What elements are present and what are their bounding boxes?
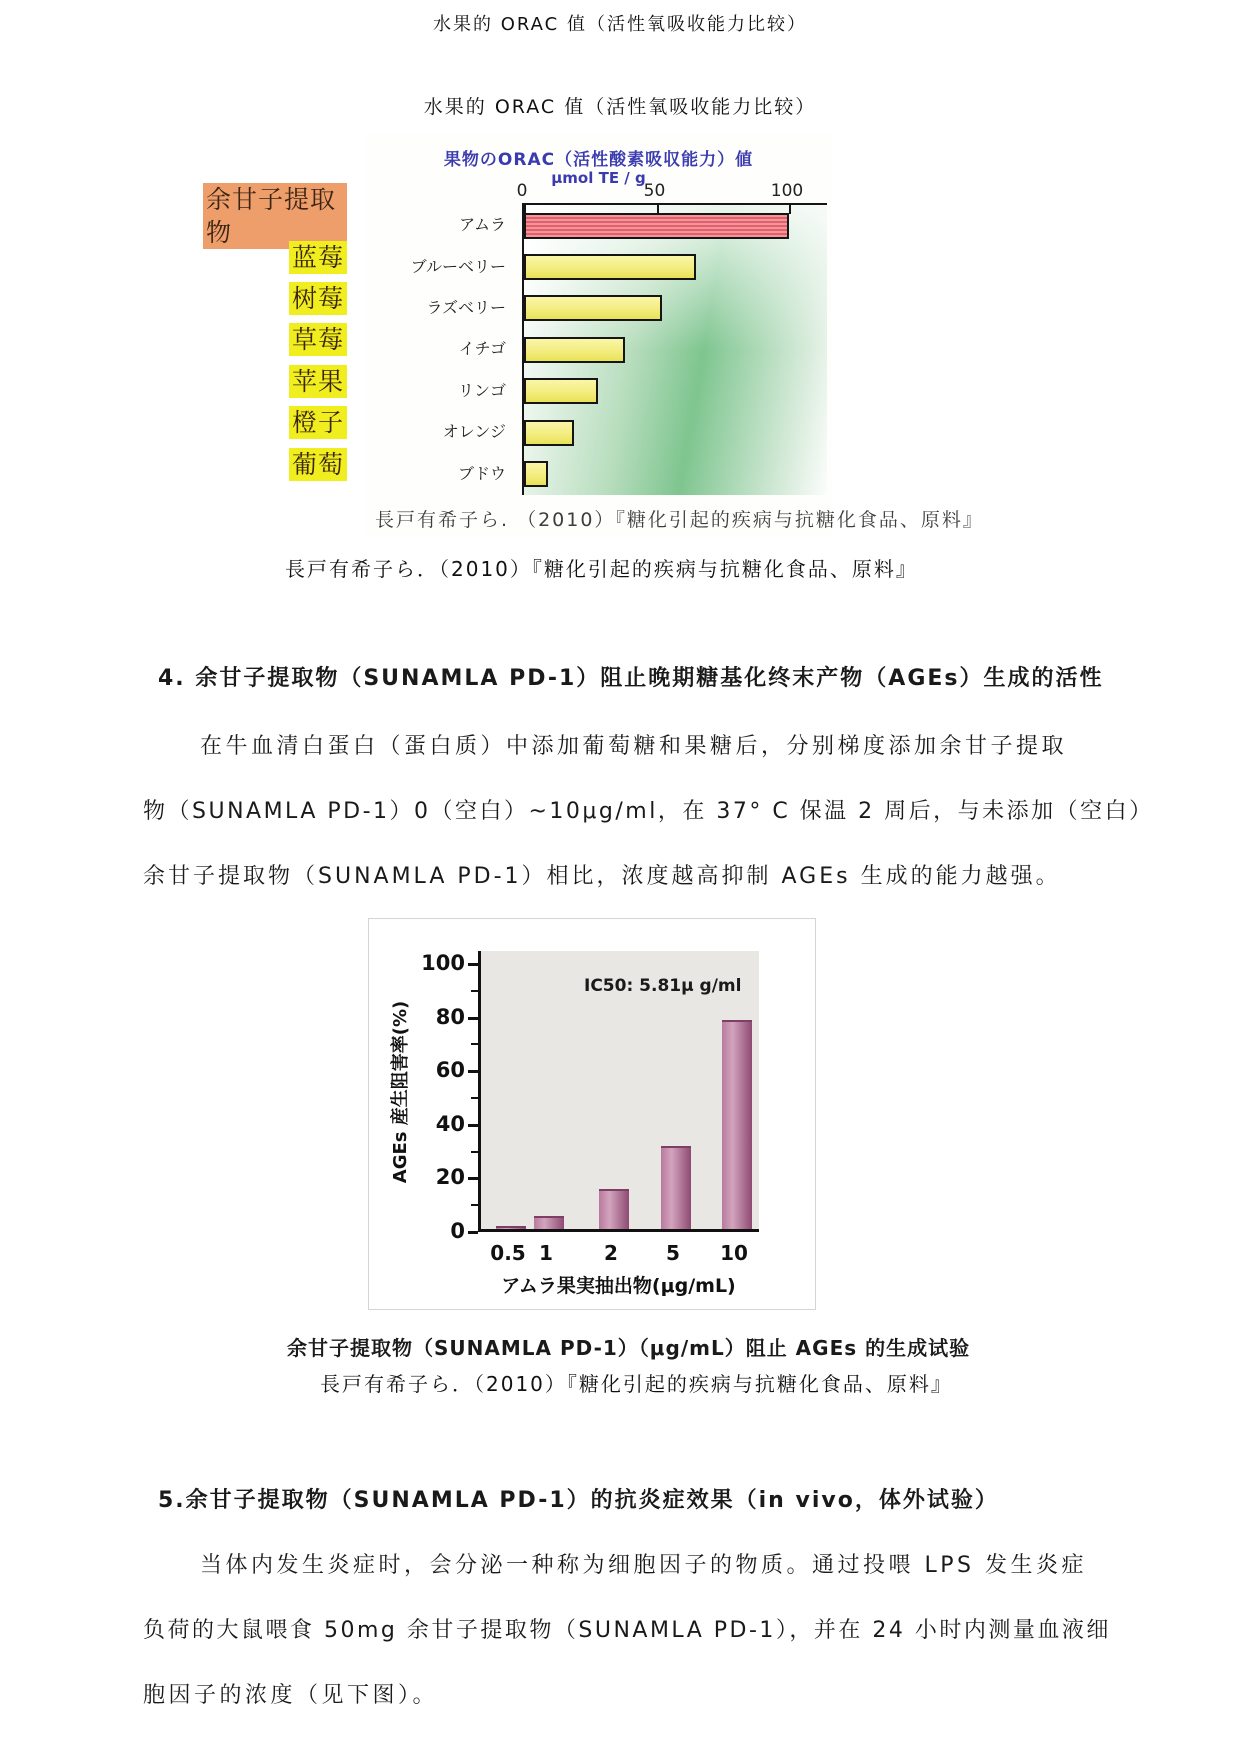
fruit-name-row <box>203 361 347 402</box>
figure2-ages-chart <box>368 918 816 1310</box>
fig1-bar <box>524 378 598 404</box>
paragraph-line: 负荷的大鼠喂食 50mg 余甘子提取物（SUNAMLA PD-1），并在 24 小时内测量血液细 <box>143 1618 1111 1643</box>
section5-heading: 5.余甘子提取物（SUNAMLA PD-1）的抗炎症效果（in vivo，体外试验） <box>158 1488 999 1513</box>
fig1-chart-subtitle: μmol TE / g <box>551 169 646 187</box>
fig2-bar <box>722 1020 752 1229</box>
fig2-bar <box>599 1189 629 1229</box>
fig2-y-tick-label: 20 <box>435 1165 465 1190</box>
fruit-name-row <box>203 402 347 443</box>
fig1-category-label: ラズベリー <box>426 297 506 317</box>
fig1-bar-row <box>524 329 827 370</box>
fig2-y-tick-label: 100 <box>421 951 465 975</box>
fig2-y-tick-mark <box>471 1204 478 1206</box>
paragraph-line: 余甘子提取物（SUNAMLA PD-1）相比，浓度越高抑制 AGEs 生成的能力越强。 <box>143 864 1061 889</box>
fig1-category-label: イチゴ <box>458 339 506 359</box>
fig1-bar <box>524 213 789 239</box>
fig1-category-label: ブルーベリー <box>410 256 506 276</box>
fig2-bar <box>496 1226 526 1229</box>
fruit-name-row <box>203 319 347 360</box>
fruit-name-highlight: 树莓 <box>289 282 347 315</box>
fruit-name-row <box>203 184 347 247</box>
fig1-category-label: ブドウ <box>457 463 506 483</box>
fig2-y-tick-mark <box>471 1097 478 1099</box>
fig2-x-tick-label: 0.5 <box>490 1241 526 1265</box>
fruit-name-highlight: 橙子 <box>289 406 347 439</box>
page-header-title: 水果的 ORAC 值（活性氧吸收能力比较） <box>433 14 807 35</box>
figure1-orac-chart <box>365 133 832 537</box>
fig1-bar-row <box>524 453 827 494</box>
fruit-name-highlight: 余甘子提取物 <box>203 183 347 249</box>
section4-heading: 4. 余甘子提取物（SUNAMLA PD-1）阻止晚期糖基化终末产物（AGEs）生成的活性 <box>158 666 1104 691</box>
paragraph-line: 胞因子的浓度（见下图）。 <box>143 1683 439 1708</box>
paragraph-line: 在牛血清白蛋白（蛋白质）中添加葡萄糖和果糖后，分别梯度添加余甘子提取 <box>200 734 1068 759</box>
fig1-category-labels <box>365 203 515 493</box>
fruit-name-highlight: 草莓 <box>289 323 347 356</box>
fig2-ic50-annotation: IC50: 5.81μ g/ml <box>584 976 742 996</box>
fruit-name-highlight: 苹果 <box>289 365 347 398</box>
fig1-x-tick-label: 0 <box>516 181 528 201</box>
fig1-source-caption: 長戸有希子ら．（2010）『糖化引起的疾病与抗糖化食品、原料』 <box>285 557 918 581</box>
fig1-chart-title: 果物のORAC（活性酸素吸収能力）値 <box>443 150 754 170</box>
fig2-bar <box>661 1146 691 1229</box>
fruit-name-row <box>203 443 347 484</box>
fig2-x-tick-label: 1 <box>539 1241 553 1265</box>
fig2-y-axis-label: AGEs 産生阻害率(%) <box>390 1000 411 1184</box>
fig2-y-tick-mark <box>471 990 478 992</box>
fig1-x-tick-label: 50 <box>643 181 666 201</box>
fruit-name-row <box>203 278 347 319</box>
fig2-y-tick-mark <box>468 963 478 966</box>
fig1-plot-area <box>522 203 827 495</box>
fig2-y-tick-mark <box>471 1043 478 1045</box>
fig1-x-tick-mark <box>524 205 526 214</box>
fig1-bar-row <box>524 412 827 453</box>
fig2-y-tick-mark <box>468 1231 478 1234</box>
fig1-bar-row <box>524 246 827 287</box>
fig2-source-caption: 長戸有希子ら．（2010）『糖化引起的疾病与抗糖化食品、原料』 <box>320 1372 953 1396</box>
paragraph-line: 物（SUNAMLA PD-1）0（空白）~10μg/ml，在 37° C 保温 2 周后，与未添加（空白） <box>143 799 1154 824</box>
fig2-x-axis-label: アムラ果実抽出物(μg/mL) <box>501 1275 736 1297</box>
fig2-y-tick-mark <box>468 1124 478 1127</box>
fig1-bar-row <box>524 288 827 329</box>
fig2-x-tick-label: 10 <box>720 1241 748 1265</box>
fig2-y-tick-mark <box>471 1151 478 1153</box>
fig1-category-label: アムラ <box>459 215 506 235</box>
fruit-name-highlight: 蓝莓 <box>289 241 347 274</box>
fig1-x-tick-mark <box>657 205 659 214</box>
fig2-x-tick-label: 2 <box>604 1241 618 1265</box>
fig2-x-tick-label: 5 <box>666 1241 680 1265</box>
fig1-x-tick-label: 100 <box>770 181 804 201</box>
fig2-y-tick-mark <box>468 1017 478 1020</box>
fig2-y-tick-label: 60 <box>435 1058 465 1083</box>
fig1-category-label: リンゴ <box>457 380 506 400</box>
fig1-bar-row <box>524 371 827 412</box>
fig1-bar-row <box>524 205 827 246</box>
fig1-bar <box>524 337 625 363</box>
fig2-y-tick-label: 40 <box>435 1111 465 1136</box>
fig2-bar <box>534 1216 564 1229</box>
fig2-y-tick-label: 0 <box>450 1219 465 1243</box>
fig1-x-tick-mark <box>789 205 791 214</box>
fig2-y-tick-mark <box>468 1070 478 1073</box>
fruit-name-highlight: 葡萄 <box>289 448 347 481</box>
fig1-bar <box>524 461 548 487</box>
fig2-y-tick-mark <box>468 1177 478 1180</box>
figure1-heading: 水果的 ORAC 值（活性氧吸收能力比较） <box>423 96 817 118</box>
fig1-source-caption-in-image: 長戸有希子ら. （2010）『糖化引起的疾病与抗糖化食品、原料』 <box>375 509 984 531</box>
fig1-category-label: オレンジ <box>442 422 506 442</box>
fig1-bar <box>524 295 662 321</box>
fig2-y-tick-label: 80 <box>435 1004 465 1029</box>
paragraph-line: 当体内发生炎症时，会分泌一种称为细胞因子的物质。通过投喂 LPS 发生炎症 <box>200 1553 1087 1578</box>
fig1-bar <box>524 254 696 280</box>
fig1-bar <box>524 420 574 446</box>
fruit-name-label-column <box>203 184 347 485</box>
fig2-caption: 余甘子提取物（SUNAMLA PD-1）（μg/mL）阻止 AGEs 的生成试验 <box>287 1336 971 1360</box>
